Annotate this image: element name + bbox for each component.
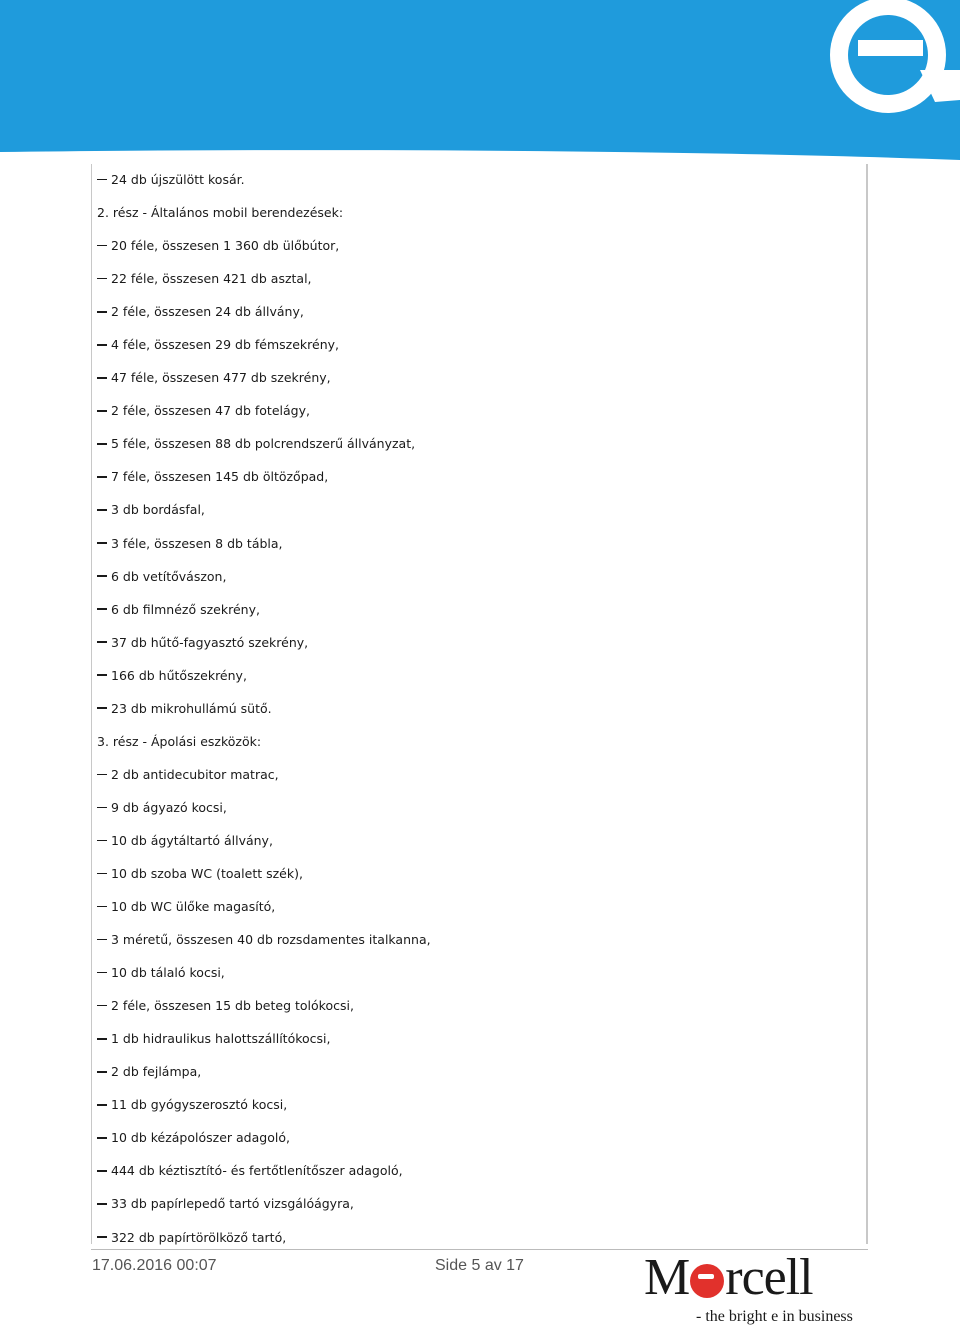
line-text: 10 db szoba WC (toalett szék), <box>111 866 303 881</box>
dash-bullet-icon <box>97 906 107 908</box>
line-text: 3. rész - Ápolási eszközök: <box>97 733 262 749</box>
line-text: 47 féle, összesen 477 db szekrény, <box>111 370 331 386</box>
line-text: 2. rész - Általános mobil berendezések: <box>97 205 344 221</box>
dash-bullet-icon <box>97 344 107 346</box>
dash-bullet-icon <box>97 542 107 544</box>
section-heading <box>97 196 857 229</box>
list-item <box>97 460 857 493</box>
list-item <box>97 1055 857 1088</box>
dash-bullet-icon <box>97 608 107 610</box>
line-text: 20 féle, összesen 1 360 db ülőbútor, <box>111 238 340 254</box>
dash-bullet-icon <box>97 1236 107 1238</box>
dash-bullet-icon <box>97 939 107 941</box>
list-item <box>97 593 857 626</box>
line-text: 6 db vetítővászon, <box>111 568 227 584</box>
dash-bullet-icon <box>97 972 107 974</box>
list-item <box>97 956 857 989</box>
line-text: 11 db gyógyszerosztó kocsi, <box>111 1097 288 1113</box>
list-item <box>97 328 857 361</box>
dash-bullet-icon <box>97 641 107 643</box>
list-item <box>97 560 857 593</box>
dash-bullet-icon <box>97 476 107 478</box>
dash-bullet-icon <box>97 410 107 412</box>
dash-bullet-icon <box>97 1170 107 1172</box>
list-item <box>97 1088 857 1121</box>
list-item <box>97 824 857 857</box>
dash-bullet-icon <box>97 509 107 511</box>
line-text: 3 méretű, összesen 40 db rozsdamentes italkanna, <box>111 932 431 948</box>
list-item <box>97 989 857 1022</box>
dash-bullet-icon <box>97 807 107 809</box>
list-item <box>97 163 857 196</box>
document-body <box>97 163 857 1254</box>
dash-bullet-icon <box>97 840 107 842</box>
dash-bullet-icon <box>97 707 107 709</box>
list-item <box>97 229 857 262</box>
line-text: 10 db ágytáltartó állvány, <box>111 832 273 848</box>
line-text: 444 db kéztisztító- és fertőtlenítőszer adagoló, <box>111 1163 403 1179</box>
footer-page-number: Side 5 av 17 <box>435 1257 524 1274</box>
line-text: 5 féle, összesen 88 db polcrendszerű állványzat, <box>111 436 416 452</box>
header-banner <box>0 0 960 160</box>
dash-bullet-icon <box>97 278 107 280</box>
list-item <box>97 857 857 890</box>
dash-bullet-icon <box>97 1203 107 1205</box>
line-text: 23 db mikrohullámú sütő. <box>111 700 272 716</box>
list-item <box>97 493 857 526</box>
marcell-e-logo-icon <box>690 1264 724 1298</box>
dash-bullet-icon <box>97 774 107 776</box>
line-text: 33 db papírlepedő tartó vizsgálóágyra, <box>111 1196 354 1212</box>
list-item <box>97 890 857 923</box>
line-text: 1 db hidraulikus halottszállítókocsi, <box>111 1031 331 1047</box>
line-text: 10 db kézápolószer adagoló, <box>111 1130 290 1146</box>
list-item <box>97 295 857 328</box>
dash-bullet-icon <box>97 377 107 379</box>
line-text: 4 féle, összesen 29 db fémszekrény, <box>111 337 339 353</box>
line-text: 3 db bordásfal, <box>111 502 205 518</box>
dash-bullet-icon <box>97 575 107 577</box>
list-item <box>97 791 857 824</box>
page-frame-right <box>866 164 868 1244</box>
line-text: 166 db hűtőszekrény, <box>111 667 247 683</box>
section-heading <box>97 725 857 758</box>
line-text: 24 db újszülött kosár. <box>111 172 245 188</box>
dash-bullet-icon <box>97 1071 107 1073</box>
line-text: 2 db fejlámpa, <box>111 1064 202 1080</box>
list-item <box>97 923 857 956</box>
list-item <box>97 262 857 295</box>
line-text: 37 db hűtő-fagyasztó szekrény, <box>111 634 309 650</box>
list-item <box>97 659 857 692</box>
list-item <box>97 1022 857 1055</box>
line-text: 6 db filmnéző szekrény, <box>111 601 260 617</box>
line-text: 3 féle, összesen 8 db tábla, <box>111 535 283 551</box>
list-item <box>97 1154 857 1187</box>
line-text: 10 db WC ülőke magasító, <box>111 899 276 915</box>
dash-bullet-icon <box>97 443 107 445</box>
dash-bullet-icon <box>97 1038 107 1040</box>
list-item <box>97 626 857 659</box>
list-item <box>97 758 857 791</box>
line-text: 7 féle, összesen 145 db öltözőpad, <box>111 469 329 485</box>
dash-bullet-icon <box>97 1137 107 1139</box>
dash-bullet-icon <box>97 1104 107 1106</box>
marcell-logo <box>640 1249 870 1329</box>
dash-bullet-icon <box>97 873 107 875</box>
dash-bullet-icon <box>97 179 107 181</box>
list-item <box>97 692 857 725</box>
logo-tagline: - the bright e in business <box>696 1308 853 1325</box>
dash-bullet-icon <box>97 311 107 313</box>
page-frame-left <box>91 164 92 1244</box>
list-item <box>97 427 857 460</box>
list-item <box>97 1187 857 1220</box>
list-item <box>97 361 857 394</box>
dash-bullet-icon <box>97 245 107 247</box>
list-item <box>97 527 857 560</box>
logo-letter-m: M <box>644 1249 690 1306</box>
line-text: 2 féle, összesen 24 db állvány, <box>111 304 304 320</box>
dash-bullet-icon <box>97 674 107 676</box>
logo-letters-rcell: rcell <box>725 1249 813 1306</box>
banner-graphic <box>0 0 960 160</box>
line-text: 22 féle, összesen 421 db asztal, <box>111 271 312 287</box>
line-text: 2 féle, összesen 15 db beteg tolókocsi, <box>111 998 354 1014</box>
line-text: 9 db ágyazó kocsi, <box>111 799 227 815</box>
list-item <box>97 1121 857 1154</box>
logo-wordmark <box>644 1248 813 1307</box>
line-text: 10 db tálaló kocsi, <box>111 965 225 981</box>
footer-date: 17.06.2016 00:07 <box>92 1257 217 1274</box>
dash-bullet-icon <box>97 1005 107 1007</box>
line-text: 2 féle, összesen 47 db fotelágy, <box>111 403 310 419</box>
line-text: 2 db antidecubitor matrac, <box>111 766 279 782</box>
line-text: 322 db papírtörölköző tartó, <box>111 1229 287 1245</box>
list-item <box>97 394 857 427</box>
